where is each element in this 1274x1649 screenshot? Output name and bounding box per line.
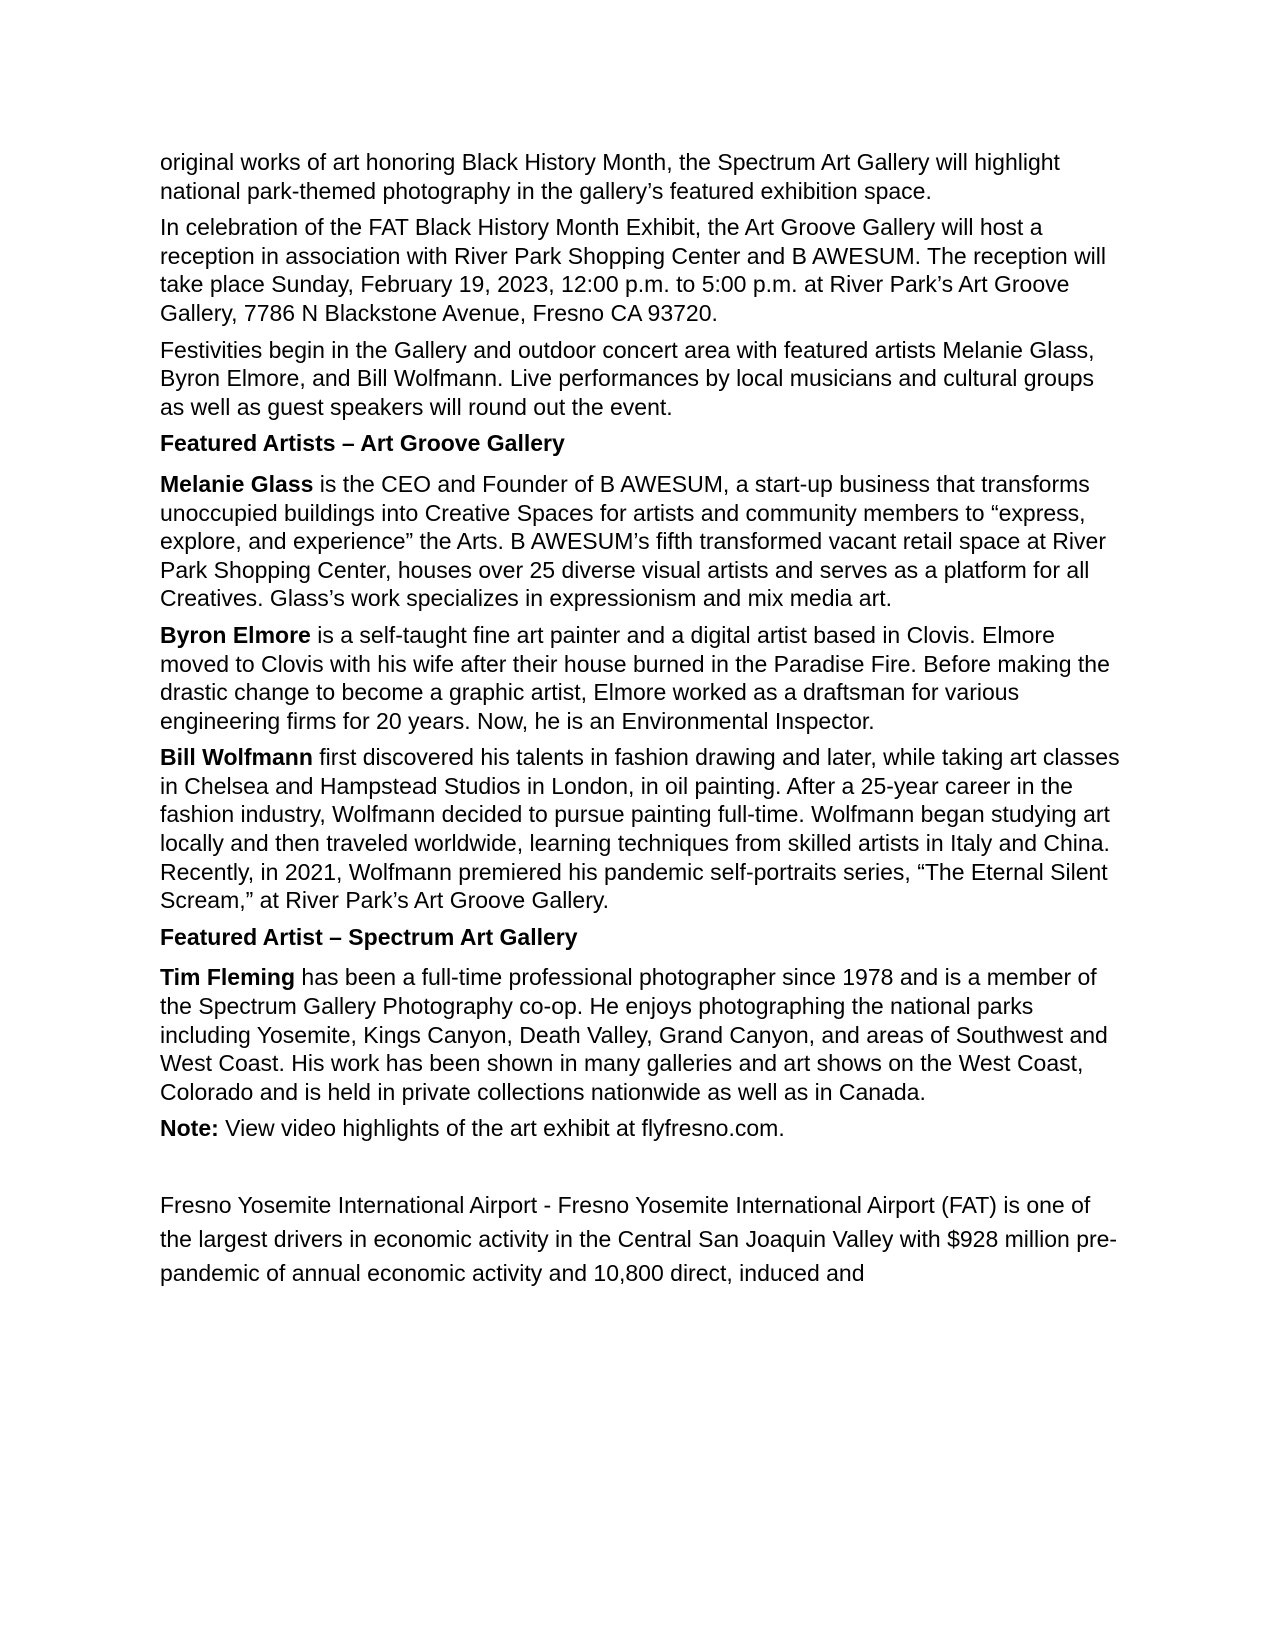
reception-paragraph: In celebration of the FAT Black History Month Exhibit, the Art Groove Gallery will host a reception in association with River Park Shopping Center and B AWESUM. The reception will take place Sunday, February 19, 2023, 12:00 p.m. to 5:00 p.m. at River Park’s Art Groove Gallery, 7786 N Blackstone Avenue, Fresno CA 93720. [160,214,1107,326]
section-heading-art-groove: Featured Artists – Art Groove Gallery [160,430,565,457]
boilerplate-paragraph: Fresno Yosemite International Airport - Fresno Yosemite International Airport (FAT) is one of the largest drivers in economic activity in the Central San Joaquin Valley with $928 million pre-pandemic of annual economic activity and 10,800 direct, induced and [160,1192,1118,1286]
artist-bio-tim-fleming [160,963,1120,1106]
artist-bio-text: has been a full-time professional photographer since 1978 and is a member of the Spectrum Gallery Photography co-op. He enjoys photographing the national parks including Yosemite, Kings Canyon, Death Valley, Grand Canyon, and areas of Southwest and West Coast. His work has been shown in many galleries and art shows on the West Coast, Colorado and is held in private collections nationwide as well as in Canada. [160,964,1108,1105]
intro-paragraph: original works of art honoring Black History Month, the Spectrum Art Gallery will highlight national park-themed photography in the gallery’s featured exhibition space. [160,149,1060,204]
artist-name: Melanie Glass [160,470,314,497]
festivities-paragraph: Festivities begin in the Gallery and outdoor concert area with featured artists Melanie Glass, Byron Elmore, and Bill Wolfmann. Live performances by local musicians and cultural groups as well as guest speakers will round out the event. [160,336,1095,420]
artist-bio-text: is a self-taught fine art painter and a digital artist based in Clovis. Elmore moved to Clovis with his wife after their house burned in the Paradise Fire. Before making the drastic change to become a graphic artist, Elmore worked as a draftsman for various engineering firms for 20 years. Now, he is an Environmental Inspector. [160,621,1110,734]
note-text: View video highlights of the art exhibit at flyfresno.com. [218,1115,785,1142]
artist-bio-melanie-glass [160,470,1120,613]
document-page [160,148,1120,1290]
artist-name: Bill Wolfmann [160,744,313,771]
artist-name: Byron Elmore [160,621,311,648]
note-paragraph [160,1114,1120,1143]
section-heading-spectrum: Featured Artist – Spectrum Art Gallery [160,923,578,950]
artist-name: Tim Fleming [160,964,296,991]
spacer [160,1151,1120,1188]
artist-bio-text: first discovered his talents in fashion drawing and later, while taking art classes in Chelsea and Hampstead Studios in London, in oil painting. After a 25-year career in the fashion industry, Wolfmann decided to pursue painting full-time. Wolfmann began studying art locally and then traveled worldwide, learning techniques from skilled artists in Italy and China. Recently, in 2021, Wolfmann premiered his pandemic self-portraits series, “The Eternal Silent Scream,” at River Park’s Art Groove Gallery. [160,744,1120,914]
artist-bio-byron-elmore [160,621,1120,735]
artist-bio-text: is the CEO and Founder of B AWESUM, a start-up business that transforms unoccupied buildings into Creative Spaces for artists and community members to “express, explore, and experience” the Arts. B AWESUM’s fifth transformed vacant retail space at River Park Shopping Center, houses over 25 diverse visual artists and serves as a platform for all Creatives. Glass’s work specializes in expressionism and mix media art. [160,470,1106,612]
note-label: Note: [160,1115,219,1142]
artist-bio-bill-wolfmann [160,743,1120,915]
